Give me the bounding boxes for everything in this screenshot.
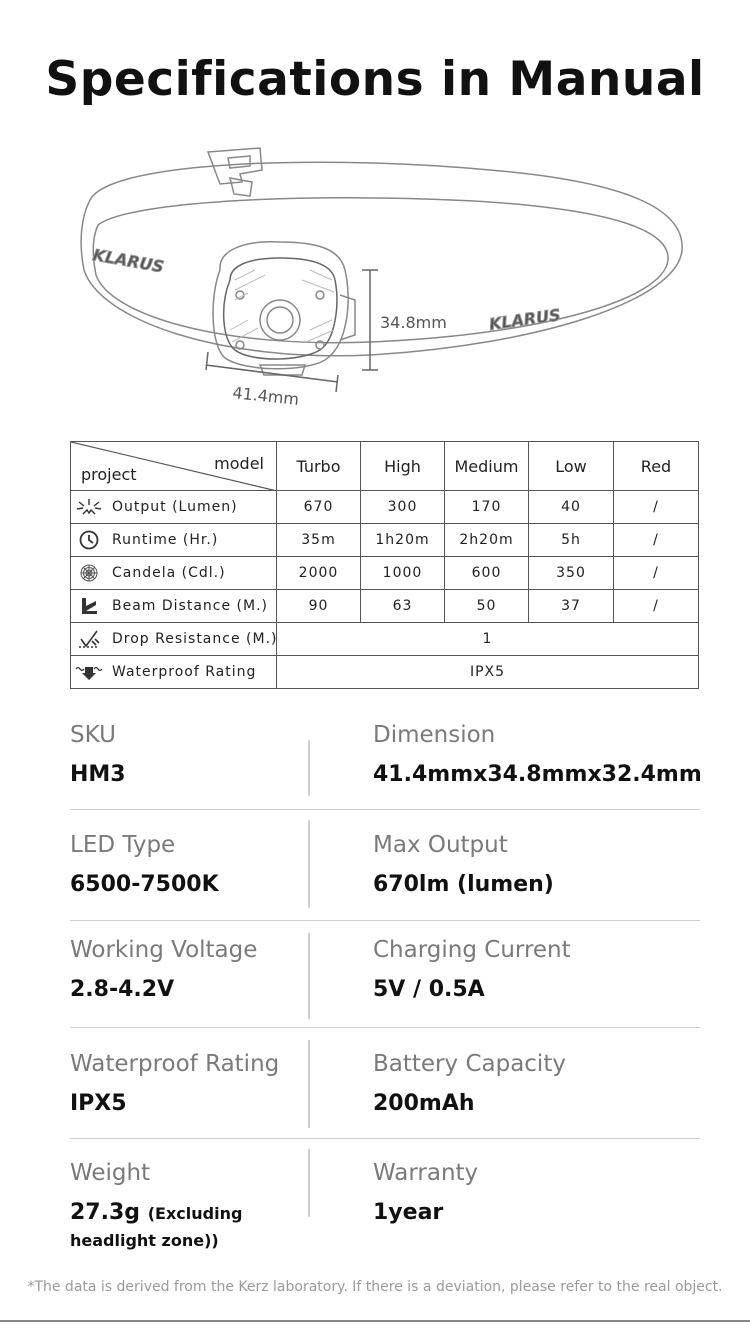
spec-value: IPX5	[70, 1091, 127, 1116]
spec-value: 5V / 0.5A	[373, 977, 485, 1002]
cell-candela-high: 1000	[361, 557, 445, 590]
spec-divider	[308, 1149, 310, 1217]
drop-resistance-icon	[75, 629, 103, 649]
row-label-candela: Candela (Cdl.)	[112, 565, 226, 581]
cell-candela-turbo: 2000	[277, 557, 361, 590]
spec-charging-current	[373, 937, 571, 1002]
corner-model-label: model	[214, 454, 264, 473]
runtime-icon	[75, 530, 103, 550]
row-label-beam-distance: Beam Distance (M.)	[112, 598, 269, 614]
bottom-divider	[0, 1320, 750, 1322]
table-row-waterproof	[71, 656, 699, 689]
spec-label: Working Voltage	[70, 937, 258, 963]
cell-runtime-turbo: 35m	[277, 524, 361, 557]
corner-project-label: project	[81, 465, 137, 484]
footnote: *The data is derived from the Kerz laboratory. If there is a deviation, please refer to the real object.	[27, 1279, 723, 1295]
spec-value: 200mAh	[373, 1091, 475, 1116]
spec-row-weight-warranty	[70, 1139, 700, 1269]
cell-waterproof: IPX5	[277, 656, 699, 689]
cell-output-medium: 170	[445, 491, 529, 524]
cell-beam-high: 63	[361, 590, 445, 623]
row-label-output: Output (Lumen)	[112, 499, 238, 515]
table-row-drop-resistance	[71, 623, 699, 656]
column-header-low: Low	[529, 442, 614, 491]
cell-runtime-medium: 2h20m	[445, 524, 529, 557]
table-row-beam-distance	[71, 590, 699, 623]
spec-label: Charging Current	[373, 937, 571, 963]
table-row-runtime	[71, 524, 699, 557]
spec-divider	[308, 740, 310, 796]
spec-label: Battery Capacity	[373, 1051, 566, 1077]
spec-led-type	[70, 832, 219, 897]
spec-value	[70, 1200, 242, 1225]
cell-output-turbo: 670	[277, 491, 361, 524]
cell-candela-low: 350	[529, 557, 614, 590]
cell-candela-medium: 600	[445, 557, 529, 590]
brand-text-left: KLARUS	[91, 245, 166, 277]
cell-runtime-low: 5h	[529, 524, 614, 557]
weight-note-continued: headlight zone))	[70, 1231, 219, 1250]
spec-row-led-output	[70, 810, 700, 921]
spec-weight	[70, 1160, 242, 1250]
spec-sku	[70, 722, 126, 787]
spec-label: Dimension	[373, 722, 496, 748]
cell-beam-low: 37	[529, 590, 614, 623]
spec-divider	[308, 1040, 310, 1128]
spec-row-waterproof-battery	[70, 1028, 700, 1139]
spec-label: Weight	[70, 1160, 151, 1186]
row-label-runtime: Runtime (Hr.)	[112, 532, 219, 548]
spec-battery-capacity	[373, 1051, 566, 1116]
table-row-output	[71, 491, 699, 524]
cell-runtime-high: 1h20m	[361, 524, 445, 557]
spec-waterproof-rating	[70, 1051, 279, 1116]
weight-value: 27.3g	[70, 1200, 141, 1225]
spec-label: Warranty	[373, 1160, 479, 1186]
beam-distance-icon	[75, 596, 103, 616]
cell-runtime-red: /	[614, 524, 699, 557]
column-header-red: Red	[614, 442, 699, 491]
height-dimension-label: 34.8mm	[380, 313, 447, 332]
spec-value: HM3	[70, 762, 126, 787]
cell-candela-red: /	[614, 557, 699, 590]
spec-max-output	[373, 832, 554, 897]
cell-output-low: 40	[529, 491, 614, 524]
row-label-waterproof: Waterproof Rating	[112, 664, 257, 680]
table-corner-cell	[71, 442, 277, 491]
headlamp-illustration	[70, 130, 690, 420]
spec-value: 6500-7500K	[70, 872, 219, 897]
weight-note: (Excluding	[147, 1204, 243, 1223]
row-label-drop-resistance: Drop Resistance (M.)	[112, 631, 278, 647]
table-header-row	[71, 442, 699, 491]
specs-grid	[70, 720, 700, 1269]
candela-icon	[75, 563, 103, 583]
brand-text-right: KLARUS	[487, 305, 562, 334]
spec-row-sku-dimension	[70, 720, 700, 810]
spec-value: 670lm (lumen)	[373, 872, 554, 897]
spec-working-voltage	[70, 937, 257, 1002]
column-header-turbo: Turbo	[277, 442, 361, 491]
cell-beam-red: /	[614, 590, 699, 623]
column-header-high: High	[361, 442, 445, 491]
waterproof-icon	[75, 662, 103, 682]
width-dimension-label: 41.4mm	[231, 383, 300, 409]
column-header-medium: Medium	[445, 442, 529, 491]
spec-value: 41.4mmx34.8mmx32.4mm	[373, 762, 702, 787]
spec-value: 1year	[373, 1200, 444, 1225]
page-title: Specifications in Manual	[45, 52, 705, 107]
cell-output-high: 300	[361, 491, 445, 524]
spec-value: 2.8-4.2V	[70, 977, 175, 1002]
spec-label: Max Output	[373, 832, 508, 858]
cell-drop-resistance: 1	[277, 623, 699, 656]
cell-beam-medium: 50	[445, 590, 529, 623]
output-icon	[75, 497, 103, 517]
spec-dimension	[373, 722, 702, 787]
spec-label: Waterproof Rating	[70, 1051, 280, 1077]
cell-output-red: /	[614, 491, 699, 524]
spec-table	[70, 441, 699, 689]
table-row-candela	[71, 557, 699, 590]
cell-beam-turbo: 90	[277, 590, 361, 623]
spec-label: SKU	[70, 722, 116, 748]
spec-divider	[308, 820, 310, 908]
spec-warranty	[373, 1160, 478, 1225]
spec-divider	[308, 933, 310, 1019]
spec-label: LED Type	[70, 832, 176, 858]
spec-row-voltage-current	[70, 921, 700, 1028]
